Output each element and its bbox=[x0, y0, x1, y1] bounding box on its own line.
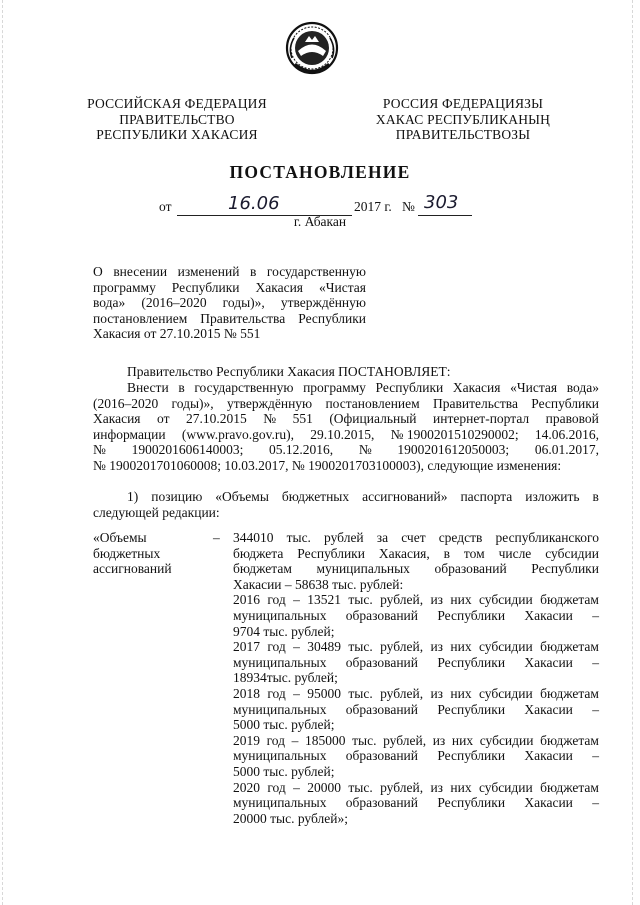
paragraph-line bbox=[93, 442, 599, 458]
paragraph-line bbox=[93, 458, 599, 474]
word: позицию bbox=[151, 489, 203, 504]
subject-line bbox=[93, 311, 366, 327]
word: информации bbox=[93, 426, 166, 442]
passport-value-line bbox=[233, 686, 599, 702]
passport-value-line bbox=[233, 733, 599, 749]
word: вода» bbox=[93, 295, 126, 311]
word: Хакасии bbox=[524, 607, 573, 623]
passport-dash: – bbox=[213, 530, 220, 545]
word: Хакасии bbox=[524, 701, 573, 717]
paragraph-line bbox=[93, 380, 599, 396]
subject-line bbox=[93, 326, 366, 342]
passport-label-line: «Объемы bbox=[93, 530, 147, 545]
paragraph-line bbox=[93, 396, 599, 412]
word: 18934тыс. рублей; bbox=[233, 670, 338, 686]
word: бюджетам bbox=[540, 592, 599, 608]
word: 2016 bbox=[233, 592, 260, 608]
passport-value-line bbox=[233, 655, 599, 671]
page-edge-right bbox=[632, 0, 634, 905]
word: год bbox=[267, 639, 286, 655]
word: из bbox=[430, 685, 444, 701]
paragraph-line bbox=[93, 411, 599, 427]
word: (www.pravo.gov.ru), bbox=[181, 426, 295, 442]
word: рублей, bbox=[380, 592, 424, 608]
word: Хакасия bbox=[255, 279, 303, 295]
city-label: г. Абакан bbox=[293, 214, 347, 229]
word: год bbox=[266, 732, 286, 748]
word: Хакасия bbox=[93, 411, 141, 427]
header-right-line: ПРАВИТЕЛЬСТВОЗЫ bbox=[395, 127, 531, 142]
page-edge-left bbox=[2, 0, 4, 905]
word: «Объемы bbox=[215, 489, 269, 504]
word: Хакасия, bbox=[378, 545, 430, 561]
word: – bbox=[592, 607, 599, 623]
word: 13521 bbox=[307, 592, 342, 608]
word: них bbox=[450, 685, 472, 701]
passport-value-line bbox=[233, 546, 599, 562]
word: 1) bbox=[127, 489, 139, 504]
word: утверждённую bbox=[226, 395, 313, 411]
passport-value bbox=[233, 530, 599, 826]
word: интернет-портал bbox=[433, 411, 530, 427]
subject-line bbox=[93, 295, 366, 311]
word: 20000 bbox=[307, 779, 342, 795]
word: образований bbox=[345, 654, 419, 670]
word: – bbox=[592, 654, 599, 670]
word: них bbox=[451, 732, 474, 748]
paragraph-amendments bbox=[93, 380, 599, 474]
word: рублей, bbox=[380, 779, 424, 795]
word: – bbox=[291, 732, 299, 748]
word: Республики bbox=[437, 748, 506, 764]
word: 551 bbox=[292, 411, 313, 427]
passport-value-line bbox=[233, 748, 599, 764]
subject-line bbox=[93, 280, 366, 296]
word: из bbox=[432, 732, 446, 748]
header-left-line: РОССИЙСКАЯ ФЕДЕРАЦИЯ bbox=[87, 96, 267, 111]
coat-of-arms-icon bbox=[283, 18, 341, 82]
word: из bbox=[430, 639, 444, 655]
passport-value-line bbox=[233, 717, 599, 733]
word: 2017 bbox=[233, 639, 260, 655]
passport-label bbox=[93, 530, 213, 577]
word: Хакасии bbox=[524, 795, 573, 811]
passport-value-line bbox=[233, 530, 599, 546]
word: 95000 bbox=[307, 685, 342, 701]
word: республиканского bbox=[495, 530, 599, 545]
word: Хакасии bbox=[524, 748, 573, 764]
word: (2016–2020 bbox=[141, 295, 207, 311]
handwritten-number: 303 bbox=[424, 192, 459, 213]
word: бюджетам bbox=[540, 779, 599, 795]
word: субсидии bbox=[478, 639, 533, 655]
word: 2020 bbox=[233, 779, 260, 795]
paragraph-line bbox=[93, 427, 599, 443]
word: 05.12.2016, bbox=[269, 442, 334, 458]
word: числе bbox=[498, 545, 532, 561]
word: 14.06.2016, bbox=[534, 426, 599, 442]
word: субсидии bbox=[479, 732, 534, 748]
word: – bbox=[592, 795, 599, 811]
word: из bbox=[430, 779, 444, 795]
word: рублей, bbox=[383, 732, 427, 748]
word: Республики bbox=[437, 795, 506, 811]
word: Правительства bbox=[200, 310, 286, 326]
word: 27.10.2015 bbox=[185, 411, 247, 427]
word: «Чистая bbox=[510, 380, 558, 395]
word: тыс. bbox=[348, 639, 373, 655]
paragraph-item-1 bbox=[93, 489, 599, 520]
word: субсидии bbox=[545, 545, 599, 561]
handwritten-date: 16.06 bbox=[228, 193, 280, 214]
word: следующей редакции: bbox=[93, 504, 220, 520]
word: правовой bbox=[545, 411, 599, 427]
word: бюджета bbox=[233, 545, 284, 561]
header-khakas bbox=[358, 96, 568, 143]
word: 06.01.2017, bbox=[534, 442, 599, 458]
word: тыс. bbox=[348, 592, 373, 608]
preamble: Правительство Республики Хакасия ПОСТАНОВЛЯЕТ: bbox=[127, 364, 451, 379]
word: государственную bbox=[266, 264, 366, 279]
word: Республики bbox=[171, 279, 240, 295]
header-right-line: ХАКАС РЕСПУБЛИКАНЫҢ bbox=[375, 111, 551, 127]
word: в bbox=[178, 380, 185, 395]
passport-value-line bbox=[233, 795, 599, 811]
word: счет bbox=[401, 530, 426, 545]
word: муниципальных bbox=[233, 607, 327, 623]
header-left-line: ПРАВИТЕЛЬСТВО bbox=[119, 111, 235, 127]
word: Республики bbox=[531, 395, 599, 411]
word: муниципальных bbox=[316, 561, 410, 577]
number-label: № bbox=[402, 199, 415, 214]
word: (Официальный bbox=[329, 411, 417, 427]
word: рублей bbox=[324, 530, 364, 545]
header-russian bbox=[72, 96, 282, 143]
word: 5000 тыс. рублей; bbox=[233, 763, 335, 779]
word: Республики bbox=[437, 607, 506, 623]
word: средств bbox=[438, 530, 483, 545]
passport-label-line: бюджетных bbox=[93, 545, 161, 561]
word: Хакасия от 27.10.2015 № 551 bbox=[93, 326, 261, 342]
passport-value-line bbox=[233, 561, 599, 577]
word: том bbox=[463, 545, 485, 561]
word: бюджетам bbox=[540, 732, 599, 748]
word: Правительства bbox=[432, 395, 518, 411]
word: бюджетных bbox=[281, 489, 350, 504]
word: Республики bbox=[437, 701, 506, 717]
word: – bbox=[293, 639, 300, 655]
word: Внести bbox=[127, 380, 169, 395]
word: ассигнований» bbox=[362, 489, 448, 504]
word: годы)», bbox=[171, 395, 214, 411]
word: рублей, bbox=[380, 639, 424, 655]
word: муниципальных bbox=[233, 795, 327, 811]
word: тыс. bbox=[348, 685, 373, 701]
passport-value-line bbox=[233, 764, 599, 780]
word: субсидии bbox=[478, 685, 533, 701]
from-label: от bbox=[159, 199, 172, 214]
document-subject bbox=[93, 264, 366, 342]
word: вода» bbox=[566, 380, 599, 395]
word: муниципальных bbox=[233, 748, 327, 764]
word: бюджетам bbox=[540, 685, 599, 701]
word: – bbox=[293, 779, 300, 795]
word: год bbox=[267, 685, 286, 701]
word: образований bbox=[345, 795, 419, 811]
word: тыс. bbox=[348, 779, 373, 795]
header-left-line: РЕСПУБЛИКИ ХАКАСИЯ bbox=[96, 127, 258, 142]
word: утверждённую bbox=[280, 295, 366, 311]
word: образований bbox=[345, 701, 419, 717]
item-line bbox=[93, 505, 599, 521]
word: от bbox=[157, 411, 170, 427]
word: – bbox=[293, 685, 300, 701]
word: № bbox=[358, 442, 372, 458]
word: – bbox=[592, 748, 599, 764]
word: Республики bbox=[298, 310, 366, 326]
passport-value-line bbox=[233, 608, 599, 624]
word: в bbox=[592, 489, 599, 504]
word: программу bbox=[93, 279, 156, 295]
passport-value-line bbox=[233, 811, 599, 827]
word: государственную bbox=[194, 380, 294, 395]
word: Республики bbox=[531, 561, 599, 577]
word: Республики bbox=[375, 380, 444, 395]
word: паспорта bbox=[460, 489, 513, 504]
word: 2018 bbox=[233, 685, 260, 701]
word: 29.10.2015, bbox=[310, 426, 375, 442]
year-label: 2017 г. bbox=[354, 199, 392, 214]
word: них bbox=[450, 639, 472, 655]
passport-value-line bbox=[233, 577, 599, 593]
word: постановлением bbox=[325, 395, 420, 411]
word: 5000 тыс. рублей; bbox=[233, 717, 335, 733]
item-line bbox=[93, 489, 599, 505]
word: 1900201606140003; bbox=[131, 442, 244, 458]
word: постановлением bbox=[93, 310, 188, 326]
word: (2016–2020 bbox=[93, 395, 159, 411]
word: них bbox=[450, 779, 472, 795]
word: программу bbox=[303, 380, 366, 395]
word: образований bbox=[434, 561, 507, 577]
word: за bbox=[376, 530, 389, 545]
word: внесении bbox=[113, 264, 168, 279]
word: 185000 bbox=[305, 732, 346, 748]
word: № 1900201701060008; 10.03.2017, № 1900201703100003), следующие изменения: bbox=[93, 457, 562, 473]
header-right-line: РОССИЯ ФЕДЕРАЦИЯЗЫ bbox=[382, 96, 544, 111]
word: Хакасии bbox=[524, 654, 573, 670]
word: Хакасия bbox=[452, 380, 501, 395]
word: изложить bbox=[525, 489, 580, 504]
word: изменений bbox=[177, 264, 240, 279]
word: них bbox=[450, 592, 472, 608]
word: № 1900201510290002; bbox=[390, 426, 519, 442]
word: в bbox=[443, 545, 451, 561]
word: – bbox=[293, 592, 300, 608]
word: – bbox=[592, 701, 599, 717]
word: образований bbox=[345, 607, 419, 623]
word: тыс. bbox=[286, 530, 311, 545]
word: № bbox=[93, 442, 106, 458]
word: 2019 bbox=[233, 732, 260, 748]
word: год bbox=[267, 592, 286, 608]
word: О bbox=[93, 264, 103, 279]
passport-value-line bbox=[233, 780, 599, 796]
word: в bbox=[249, 264, 257, 279]
word: «Чистая bbox=[318, 279, 366, 295]
word: Республики bbox=[297, 545, 365, 561]
word: тыс. bbox=[352, 732, 377, 748]
document-title: ПОСТАНОВЛЕНИЕ bbox=[229, 162, 411, 182]
word: субсидии bbox=[478, 592, 533, 608]
passport-value-line bbox=[233, 592, 599, 608]
word: годы)», bbox=[222, 295, 265, 311]
passport-value-line bbox=[233, 702, 599, 718]
word: 1900201612050003; bbox=[397, 442, 510, 458]
word: бюджетам bbox=[233, 561, 292, 577]
word: бюджетам bbox=[540, 639, 599, 655]
word: Хакасии – 58638 тыс. рублей: bbox=[233, 576, 404, 592]
word: 344010 bbox=[233, 530, 274, 545]
word: 20000 тыс. рублей»; bbox=[233, 810, 348, 826]
word: муниципальных bbox=[233, 701, 327, 717]
word: образований bbox=[345, 748, 419, 764]
word: 30489 bbox=[307, 639, 342, 655]
word: 9704 тыс. рублей; bbox=[233, 623, 335, 639]
passport-value-line bbox=[233, 639, 599, 655]
word: субсидии bbox=[478, 779, 533, 795]
passport-label-line: ассигнований bbox=[93, 561, 172, 577]
subject-line bbox=[93, 264, 366, 280]
passport-value-line bbox=[233, 624, 599, 640]
word: № bbox=[263, 411, 277, 427]
word: рублей, bbox=[380, 685, 424, 701]
passport-value-line bbox=[233, 670, 599, 686]
word: Республики bbox=[437, 654, 506, 670]
word: муниципальных bbox=[233, 654, 327, 670]
word: из bbox=[430, 592, 444, 608]
word: год bbox=[267, 779, 286, 795]
